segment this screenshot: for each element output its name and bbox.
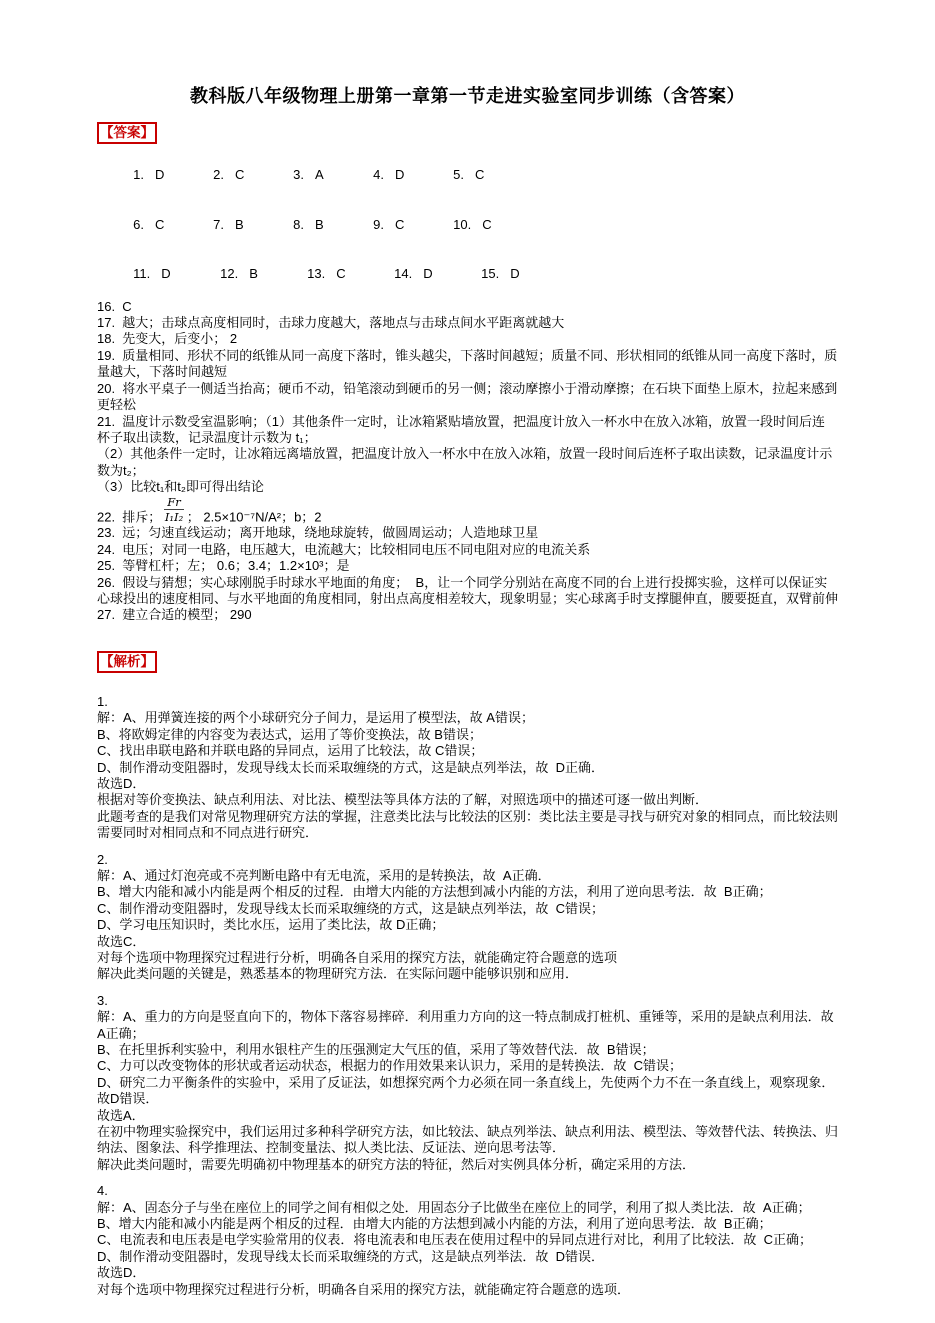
answer-cell (453, 167, 533, 183)
solution-line: D、制作滑动变阻器时，发现导线太长而采取缠绕的方式，这是缺点列举法．故 D错误． (97, 1248, 605, 1264)
answer-item-21-part2: （2）其他条件一定时，让冰箱远离墙放置，把温度计放入一杯水中在放入冰箱，放置一段时间后连杯子取出读数，记录温度计示数为t₂； (97, 446, 833, 478)
answer-item-19: 19. 质量相同、形状不同的纸锥从同一高度下落时，锥头越尖，下落时间越短；质量不同、形状相同的纸锥从同一高度下落时，质量越大，下落时间越短 (97, 347, 838, 380)
solution-line: 故选C． (97, 933, 146, 949)
answer-letter: B (249, 265, 258, 281)
answer-item-23: 23. 远；匀速直线运动；离开地球，绕地球旋转，做圆周运动；人造地球卫星 (97, 525, 539, 541)
solution-line: 对每个选项中物理探究过程进行分析，明确各自采用的探究方法，就能确定符合题意的选项． (97, 1281, 631, 1297)
analysis-block-number: 4. (97, 1183, 108, 1199)
answer-letter: C (154, 216, 165, 232)
answer-item-18: 18. 先变大，后变小； 2 (97, 331, 238, 347)
analysis-header: 【解析】 (97, 651, 157, 673)
answer-item-22-suffix: ； 2.5×10⁻⁷N/A²；b；2 (186, 509, 322, 525)
solution-line: 故选A． (97, 1107, 145, 1123)
solution-line: D、研究二力平衡条件的实验中，采用了反证法，如想探究两个力必须在同一条直线上，先使两个力不在一条直线上，观察现象．故D错误． (97, 1074, 835, 1107)
answer-number: 11. (133, 265, 151, 281)
solution-line: 解：A、通过灯泡亮或不亮判断电路中有无电流，采用的是转换法，故 A正确． (97, 867, 551, 883)
solution-line: D、学习电压知识时，类比水压，运用了类比法，故 D正确； (97, 917, 445, 933)
solution-line: 故选D． (97, 775, 146, 791)
solution-line: D、制作滑动变阻器时，发现导线太长而采取缠绕的方式，这是缺点列举法，故 D正确． (97, 759, 605, 775)
answer-grid (97, 151, 838, 299)
solution-line: 解：A、固态分子与坐在座位上的同学之间有相似之处．用固态分子比做坐在座位上的同学，利用了拟人类比法．故 A正确； (97, 1199, 811, 1215)
answer-letter: A (314, 167, 324, 183)
answer-cell (293, 167, 373, 183)
answer-number: 1. (133, 167, 144, 183)
answer-number: 14. (394, 265, 413, 281)
solution-line: B、将欧姆定律的内容变为表达式，运用了等价变换法，故 B错误； (97, 726, 482, 742)
page-title: 教科版八年级物理上册第一章第一节走进实验室同步训练（含答案） (190, 86, 745, 106)
solution-line: B、增大内能和减小内能是两个相反的过程．由增大内能的方法想到减小内能的方法，利用了逆向思考法．故 B正确； (97, 1216, 772, 1232)
solution-line: C、力可以改变物体的形状或者运动状态，根据力的作用效果来认识力，采用的是转换法．故 C错误； (97, 1058, 683, 1074)
fraction-denominator: I₁I₂ (164, 510, 184, 525)
answer-cell (373, 217, 453, 233)
answer-letter: C (394, 216, 405, 232)
answer-item-22-prefix: 22. 排斥； (97, 509, 162, 525)
fraction-numerator: Fr (164, 496, 183, 511)
answer-item-22 (97, 496, 838, 526)
answer-cell (394, 266, 481, 282)
answer-number: 5. (453, 167, 464, 183)
answer-cell (133, 266, 220, 282)
solution-line: 对每个选项中物理探究过程进行分析，明确各自采用的探究方法，就能确定符合题意的选项 (97, 949, 618, 965)
solution-line: 解决此类问题的关键是，熟悉基本的物理研究方法．在实际问题中能够识别和应用． (97, 966, 579, 982)
fraction (164, 496, 183, 524)
answer-cell (220, 266, 307, 282)
answer-cell (373, 167, 453, 183)
answer-cell (481, 266, 568, 282)
analysis-section (97, 651, 838, 1298)
solution-line: B、在托里拆利实验中，利用水银柱产生的压强测定大气压的值，采用了等效替代法．故 B错误； (97, 1042, 655, 1057)
solution-line: 根据对等价变换法、缺点利用法、对比法、模型法等具体方法的了解，对照选项中的描述可逐一做出判断． (97, 792, 709, 808)
answer-item-16: 16. C (97, 298, 132, 314)
solution-line: 此题考查的是我们对常见物理研究方法的掌握，注意类比法与比较法的区别：类比法主要是寻找与研究对象的相同点，而比较法则需要同时对相同点和不同点进行研究． (97, 808, 839, 841)
analysis-block-4 (97, 1183, 838, 1298)
answer-item-27: 27. 建立合适的模型； 290 (97, 607, 252, 623)
solution-line: C、电流表和电压表是电学实验常用的仪表．将电流表和电压表在使用过程中的异同点进行对比，利用了比较法．故 C正确； (97, 1232, 813, 1248)
answer-letter: D (154, 167, 165, 183)
answer-letter: D (161, 265, 171, 281)
answer-number: 15. (481, 265, 500, 281)
answer-cell (307, 266, 394, 282)
answer-cell (133, 217, 213, 233)
answer-item-17: 17. 越大；击球点高度相同时，击球力度越大，落地点与击球点间水平距离就越大 (97, 315, 565, 331)
analysis-header-row (97, 651, 838, 673)
answer-item-24: 24. 电压；对同一电路，电压越大，电流越大；比较相同电压不同电阻对应的电流关系 (97, 541, 591, 557)
answer-item-20: 20. 将水平桌子一侧适当抬高；硬币不动，铅笔滚动到硬币的另一侧；滚动摩擦小于滑动摩擦；在石块下面垫上原木，拉起来感到更轻松 (97, 380, 838, 413)
answer-letter: C (234, 167, 245, 183)
solution-line: 解：A、重力的方向是竖直向下的，物体下落容易摔碎．利用重力方向的这一特点制成打桩机、重锤等，采用的是缺点利用法．故A正确； (97, 1009, 834, 1041)
analysis-block-number: 1. (97, 693, 108, 709)
answer-letter: C (474, 167, 485, 183)
solution-line: 解：A、用弹簧连接的两个小球研究分子间力，是运用了模型法，故 A错误； (97, 710, 534, 726)
answer-item-26: 26. 假设与猜想；实心球刚脱手时球水平地面的角度； B，让一个同学分别站在高度不同的台上进行投掷实验，这样可以保证实心球投出的速度相同、与水平地面的角度相同，射出点高度相差较大，现象明显；实心球离手时支撑腿伸直，腰要挺直，双臂前伸 (97, 574, 839, 607)
answer-letter: D (510, 265, 520, 281)
solution-line: 解决此类问题时，需要先明确初中物理基本的研究方法的特征，然后对实例具体分析，确定采用的方法． (97, 1156, 696, 1172)
answer-number: 9. (373, 216, 384, 232)
answer-cell (133, 167, 213, 183)
answer-letter: C (482, 216, 492, 232)
answers-header: 【答案】 (97, 122, 157, 144)
answer-cell (453, 217, 533, 233)
answer-letter: B (314, 216, 324, 232)
answer-number: 3. (293, 167, 304, 183)
solution-line: 在初中物理实验探究中，我们运用过多种科学研究方法，如比较法、缺点列举法、缺点利用法、模型法、等效替代法、转换法、归纳法、图象法、科学推理法、控制变量法、拟人类比法、反证法、逆向思考法等． (97, 1124, 839, 1156)
answer-cell (213, 217, 293, 233)
analysis-block-3 (97, 993, 838, 1173)
solution-line: C、制作滑动变阻器时，发现导线太长而采取缠绕的方式，这是缺点列举法，故 C错误； (97, 900, 605, 916)
answers-section (97, 122, 838, 624)
answer-grid-row (97, 249, 838, 298)
answer-number: 8. (293, 216, 304, 232)
answer-letter: B (234, 216, 244, 232)
analysis-block-2 (97, 852, 838, 983)
answer-number: 7. (213, 216, 224, 232)
solution-line: 故选D． (97, 1265, 146, 1281)
answer-item-25: 25. 等臂杠杆；左； 0.6；3.4；1.2×10³；是 (97, 558, 350, 574)
analysis-block-number: 2. (97, 851, 108, 867)
answer-grid-row (97, 151, 838, 200)
answer-item-21-part3: （3）比较t₁和t₂即可得出结论 (97, 479, 264, 495)
analysis-block-1 (97, 694, 838, 842)
answer-number: 6. (133, 216, 144, 232)
answer-cell (213, 167, 293, 183)
answer-grid-row (97, 200, 838, 249)
answer-number: 4. (373, 167, 384, 183)
answer-letter: D (394, 167, 405, 183)
solution-line: B、增大内能和减小内能是两个相反的过程．由增大内能的方法想到减小内能的方法，利用了逆向思考法．故 B正确； (97, 884, 772, 900)
analysis-block-number: 3. (97, 992, 108, 1008)
solution-line: C、找出串联电路和并联电路的异同点，运用了比较法，故 C错误； (97, 743, 484, 759)
answer-letter: C (336, 265, 346, 281)
answer-letter: D (423, 265, 433, 281)
answer-number: 2. (213, 167, 224, 183)
answer-number: 12. (220, 265, 239, 281)
answer-number: 10. (453, 216, 472, 232)
answer-item-21-part1: 21. 温度计示数受室温影响；（1）其他条件一定时，让冰箱紧贴墙放置，把温度计放入一杯水中在放入冰箱，放置一段时间后连杯子取出读数，记录温度计示数为 t₁； (97, 413, 826, 445)
answer-number: 13. (307, 265, 326, 281)
answer-cell (293, 217, 373, 233)
